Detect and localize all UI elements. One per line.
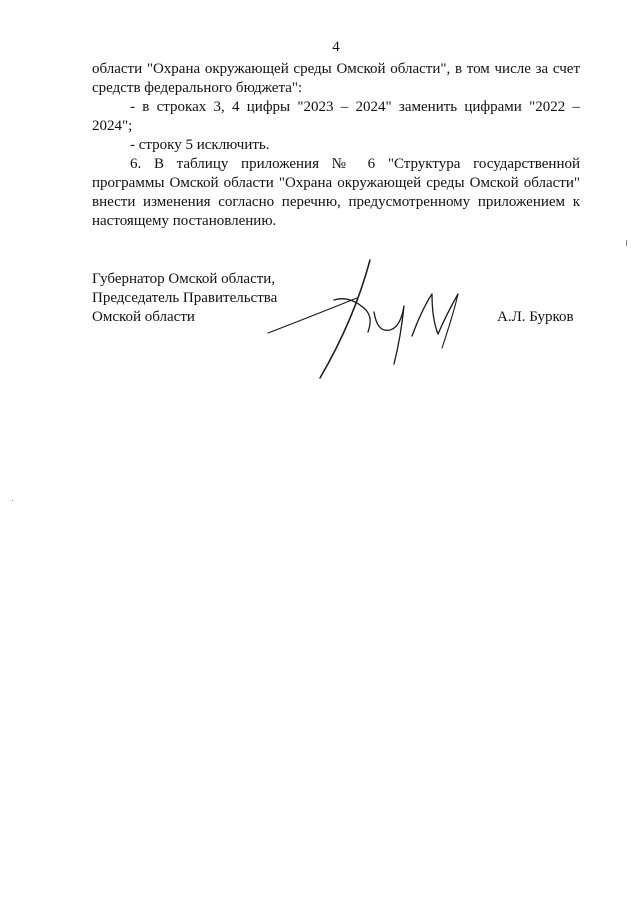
- signatory-title-block: [92, 270, 277, 327]
- signatory-name: А.Л. Бурков: [497, 309, 574, 325]
- page-number: 4: [332, 39, 340, 55]
- paragraph-replace-years: - в строках 3, 4 цифры "2023 – 2024" заменить цифрами "2022 – 2024";: [92, 99, 580, 134]
- handwritten-signature: [262, 250, 482, 385]
- signatory-title-line: Омской области: [92, 309, 195, 325]
- scan-speck: [626, 240, 627, 246]
- document-body: [92, 60, 580, 231]
- signatory-title-line: Губернатор Омской области,: [92, 271, 276, 287]
- signatory-title-line: Председатель Правительства: [92, 290, 278, 306]
- scan-speck: [12, 500, 13, 501]
- paragraph-remove-row: - строку 5 исключить.: [130, 137, 270, 153]
- paragraph-item-6: 6. В таблицу приложения № 6 "Структура государственной программы Омской области "Охрана окружающей среды Омской области" внести изменения согласно перечню, предусмотренному приложением к настоящему постановлению.: [92, 156, 580, 229]
- paragraph-continuation: области "Охрана окружающей среды Омской области", в том числе за счет средств федерального бюджета":: [92, 61, 580, 96]
